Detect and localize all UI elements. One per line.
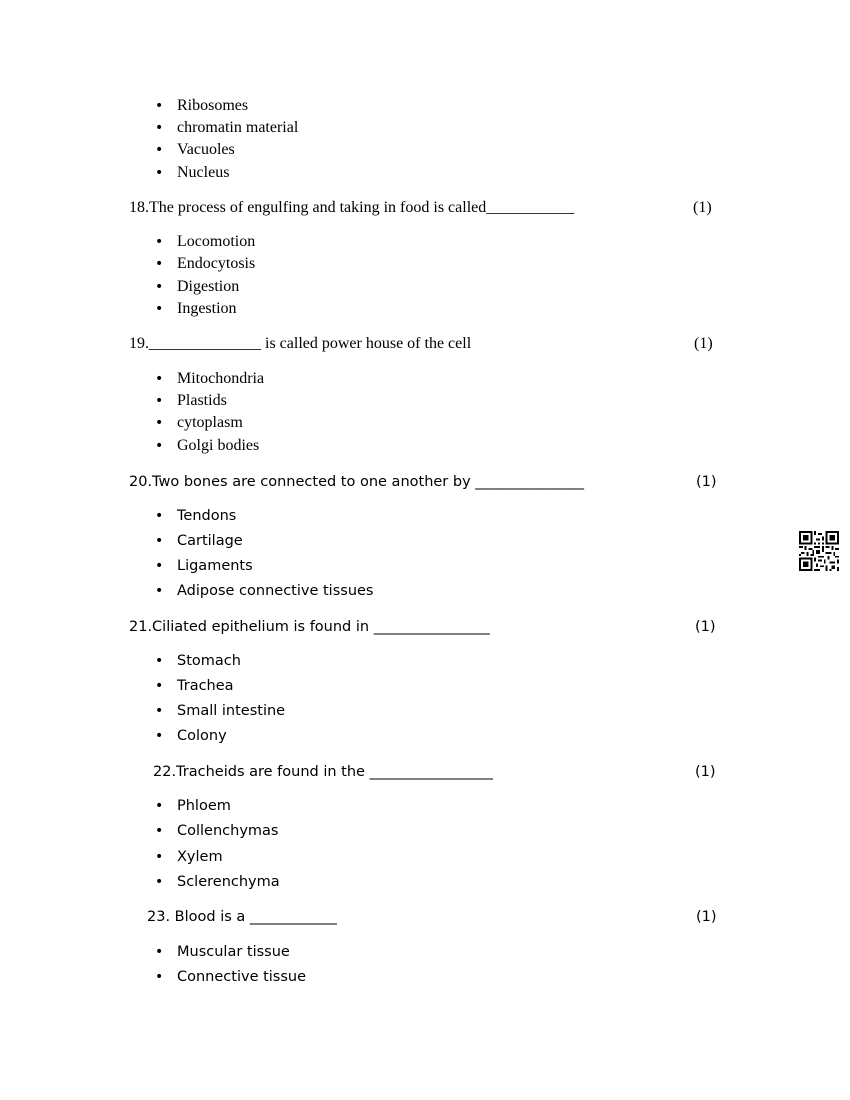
list-item: • Collenchymas: [155, 821, 278, 841]
question-21: 21.Ciliated epithelium is found in ________________: [129, 619, 490, 635]
question-18: 18.The process of engulfing and taking in food is called___________: [129, 199, 575, 216]
question-19-mark: (1): [694, 335, 713, 352]
question-23-mark: (1): [696, 909, 717, 925]
list-item: • Nucleus: [155, 163, 229, 183]
question-22-mark: (1): [695, 764, 716, 780]
list-item: • Golgi bodies: [155, 436, 259, 456]
list-item: • Ribosomes: [155, 96, 248, 116]
list-item: • Small intestine: [155, 701, 285, 721]
question-20-mark: (1): [696, 474, 717, 490]
question-18-mark: (1): [693, 199, 712, 216]
list-item: • cytoplasm: [155, 413, 243, 433]
list-item: • Adipose connective tissues: [155, 581, 374, 601]
question-20: 20.Two bones are connected to one another by _______________: [129, 474, 585, 490]
list-item: • Phloem: [155, 796, 231, 816]
list-item: • Digestion: [155, 277, 239, 297]
list-item: • Plastids: [155, 391, 227, 411]
list-item: • Tendons: [155, 506, 236, 526]
list-item: • Ingestion: [155, 299, 237, 319]
list-item: • Endocytosis: [155, 254, 255, 274]
list-item: • Connective tissue: [155, 967, 306, 987]
list-item: • Trachea: [155, 676, 234, 696]
list-item: • Ligaments: [155, 556, 253, 576]
list-item: • Sclerenchyma: [155, 872, 280, 892]
question-23: 23. Blood is a ____________: [147, 909, 337, 925]
list-item: • Vacuoles: [155, 140, 235, 160]
list-item: • Stomach: [155, 651, 241, 671]
list-item: • Xylem: [155, 847, 223, 867]
list-item: • Colony: [155, 726, 227, 746]
list-item: • chromatin material: [155, 118, 298, 138]
question-21-mark: (1): [695, 619, 716, 635]
qr-code-icon: [799, 531, 839, 571]
question-22: 22.Tracheids are found in the _________________: [153, 764, 493, 780]
list-item: • Cartilage: [155, 531, 243, 551]
question-19: 19.______________ is called power house of the cell: [129, 335, 472, 352]
list-item: • Locomotion: [155, 232, 255, 252]
list-item: • Mitochondria: [155, 369, 264, 389]
list-item: • Muscular tissue: [155, 942, 290, 962]
